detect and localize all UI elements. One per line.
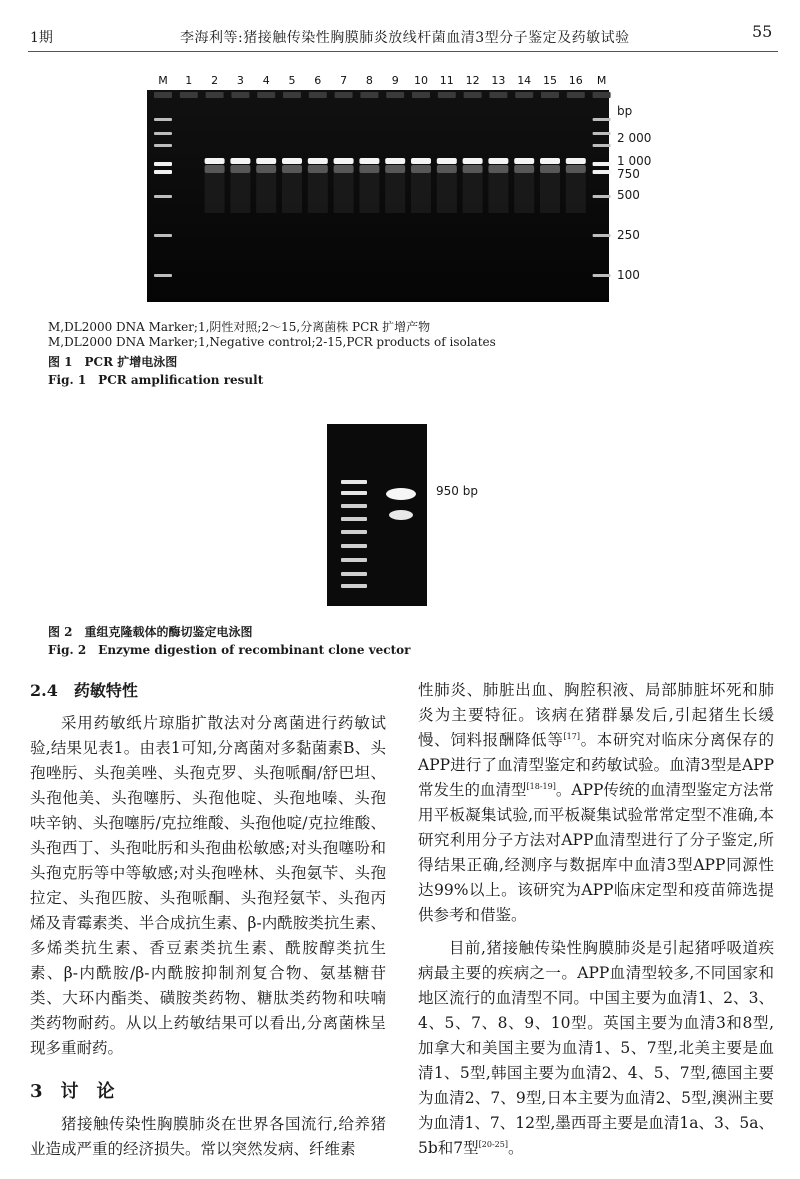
size-marker-750: 750 bbox=[617, 167, 640, 181]
lane-label-2: 2 bbox=[211, 74, 219, 87]
running-title: 李海利等:猪接触传染性胸膜肺炎放线杆菌血清3型分子鉴定及药敏试验 bbox=[180, 30, 630, 46]
well-8 bbox=[360, 92, 378, 98]
sample-smear-9 bbox=[385, 173, 405, 213]
sample-smear-13 bbox=[488, 173, 508, 213]
lane-label-14: 14 bbox=[517, 74, 532, 87]
para1-text-c: 。APP传统的血清型鉴定方法常用平板凝集试验,而平板凝集试验常常定型不准确,本研究利用分子方法对APP血清型进行了分子鉴定,所得结果正确,经测序与数据库中血清3型APP同源性达99%以上。该研究为APP临床定型和疫苗筛选提供参考和借鉴。 bbox=[418, 781, 774, 924]
figure2-title-en: Fig. 2 Enzyme digestion of recombinant clone vector bbox=[48, 643, 411, 657]
para1-text-a: 性肺炎、肺脏出血、胸腔积液、局部肺脏坏死和肺炎为主要特征。该病在猪群暴发后,引起猪生长缓慢、饲料报酬降低等 bbox=[418, 681, 774, 749]
ladder-band-0-7 bbox=[154, 274, 172, 277]
sample-smear-15 bbox=[540, 173, 560, 213]
size-marker-250: 250 bbox=[617, 228, 640, 242]
running-header bbox=[0, 0, 800, 52]
sample-band-main-11 bbox=[437, 158, 457, 164]
sample-band-main-16 bbox=[566, 158, 586, 164]
sample-smear-7 bbox=[334, 173, 354, 213]
size-marker-500: 500 bbox=[617, 188, 640, 202]
sample-band-smear-4 bbox=[256, 165, 276, 173]
well-2 bbox=[206, 92, 224, 98]
lane-label-8: 8 bbox=[365, 74, 373, 87]
sample-band-smear-2 bbox=[205, 165, 225, 173]
section-3-heading: 3 讨 论 bbox=[30, 1081, 115, 1102]
gel2-ladder-band-0 bbox=[341, 480, 367, 484]
section-2-4-heading: 2.4 药敏特性 bbox=[30, 681, 138, 700]
section-3-paragraph: 猪接触传染性胸膜肺炎在世界各国流行,给养猪业造成严重的经济损失。常以突然发病、纤维素 bbox=[30, 1115, 386, 1158]
well-3 bbox=[231, 92, 249, 98]
figure1-note-en: M,DL2000 DNA Marker;1,Negative control;2-15,PCR products of isolates bbox=[48, 335, 496, 349]
ladder-band-0-5 bbox=[154, 195, 172, 198]
lane-label-5: 5 bbox=[288, 74, 296, 87]
gel2-ladder-band-3 bbox=[341, 517, 367, 521]
sample-band-main-14 bbox=[514, 158, 534, 164]
sample-band-main-10 bbox=[411, 158, 431, 164]
size-marker-2000: 2 000 bbox=[617, 131, 652, 145]
lane-label-0: M bbox=[158, 74, 168, 87]
sample-band-main-3 bbox=[230, 158, 250, 164]
sample-band-main-7 bbox=[334, 158, 354, 164]
well-6 bbox=[309, 92, 327, 98]
reference-17: [17] bbox=[563, 731, 580, 741]
gel2-ladder-band-5 bbox=[341, 544, 367, 548]
lane-label-1: 1 bbox=[185, 74, 193, 87]
discussion-paragraph-2 bbox=[418, 936, 774, 1161]
gel2-ladder-band-6 bbox=[341, 558, 367, 562]
sample-band-main-13 bbox=[488, 158, 508, 164]
lane-label-13: 13 bbox=[491, 74, 506, 87]
size-marker-1000: 1 000 bbox=[617, 154, 652, 168]
ladder-band-0-0 bbox=[154, 118, 172, 121]
sample-band-smear-14 bbox=[514, 165, 534, 173]
ladder-band-0-2 bbox=[154, 144, 172, 147]
sample-band-main-5 bbox=[282, 158, 302, 164]
gel2-ladder-band-8 bbox=[341, 584, 367, 588]
gel2-ladder-band-2 bbox=[341, 504, 367, 508]
well-9 bbox=[386, 92, 404, 98]
well-15 bbox=[541, 92, 559, 98]
lane-label-12: 12 bbox=[465, 74, 480, 87]
well-13 bbox=[489, 92, 507, 98]
sample-band-smear-10 bbox=[411, 165, 431, 173]
figure1-gel-image bbox=[147, 70, 615, 303]
sample-smear-12 bbox=[463, 173, 483, 213]
sample-band-main-8 bbox=[359, 158, 379, 164]
sample-band-main-15 bbox=[540, 158, 560, 164]
sample-band-main-2 bbox=[205, 158, 225, 164]
sample-band-smear-6 bbox=[308, 165, 328, 173]
well-12 bbox=[464, 92, 482, 98]
lane-label-16: 16 bbox=[568, 74, 583, 87]
section-2-4-paragraph: 采用药敏纸片琼脂扩散法对分离菌进行药敏试验,结果见表1。由表1可知,分离菌对多黏菌素B、头孢唑肟、头孢美唑、头孢克罗、头孢哌酮/舒巴坦、头孢他美、头孢噻肟、头孢他啶、头孢地嗪、头孢呋辛钠、头孢噻肟/克拉维酸、头孢他啶/克拉维酸、头孢西丁、头孢吡肟和头孢曲松敏感;对头孢噻吩和头孢克肟等中等敏感;对头孢唑林、头孢氨苄、头孢拉定、头孢匹胺、头孢哌酮、头孢羟氨苄、头孢丙烯及青霉素类、半合成抗生素、β-内酰胺类抗生素、多烯类抗生素、香豆素类抗生素、酰胺醇类抗生素、β-内酰胺/β-内酰胺抑制剂复合物、氨基糖苷类、大环内酯类、磺胺类药物、糖肽类药物和呋喃类药物耐药。从以上药敏结果可以看出,分离菌株呈现多重耐药。 bbox=[30, 714, 386, 1057]
lane-label-17: M bbox=[596, 74, 607, 87]
sample-band-smear-9 bbox=[385, 165, 405, 173]
sample-smear-8 bbox=[359, 173, 379, 213]
gel2-ladder-band-4 bbox=[341, 530, 367, 534]
right-column bbox=[418, 678, 774, 1161]
lane-label-7: 7 bbox=[340, 74, 348, 87]
page-number: 55 bbox=[752, 22, 773, 41]
size-marker-100: 100 bbox=[617, 268, 640, 282]
ladder-band-0-4 bbox=[154, 170, 172, 174]
ladder-band-1-7 bbox=[593, 274, 611, 277]
sample-band-smear-12 bbox=[463, 165, 483, 173]
sample-band-smear-8 bbox=[359, 165, 379, 173]
gel2-ladder-band-7 bbox=[341, 572, 367, 576]
discussion-paragraph-1 bbox=[418, 678, 774, 928]
figure1-title-zh: 图 1 PCR 扩增电泳图 bbox=[48, 355, 178, 369]
sample-band-main-9 bbox=[385, 158, 405, 164]
sample-band-smear-11 bbox=[437, 165, 457, 173]
figure2-title-zh: 图 2 重组克隆载体的酶切鉴定电泳图 bbox=[48, 625, 253, 639]
size-unit-label: bp bbox=[617, 104, 633, 118]
para2-text-b: 。 bbox=[507, 1139, 524, 1157]
sample-smear-10 bbox=[411, 173, 431, 213]
sample-smear-2 bbox=[205, 173, 225, 213]
gel2-band-950bp bbox=[386, 488, 416, 500]
ladder-band-1-6 bbox=[593, 234, 611, 237]
sample-smear-16 bbox=[566, 173, 586, 213]
figure2-band-label: 950 bp bbox=[436, 484, 478, 498]
ladder-band-1-4 bbox=[593, 170, 611, 174]
figure1-note-zh: M,DL2000 DNA Marker;1,阴性对照;2～15,分离菌株 PCR 扩增产物 bbox=[48, 320, 431, 334]
well-0 bbox=[154, 92, 172, 98]
sample-band-smear-16 bbox=[566, 165, 586, 173]
sample-band-main-6 bbox=[308, 158, 328, 164]
lane-label-3: 3 bbox=[236, 74, 244, 87]
ladder-band-0-3 bbox=[154, 162, 172, 166]
ladder-band-1-5 bbox=[593, 195, 611, 198]
sample-band-smear-3 bbox=[230, 165, 250, 173]
sample-band-smear-15 bbox=[540, 165, 560, 173]
sample-smear-4 bbox=[256, 173, 276, 213]
sample-smear-11 bbox=[437, 173, 457, 213]
well-16 bbox=[567, 92, 585, 98]
well-7 bbox=[335, 92, 353, 98]
gel2-band-vector bbox=[389, 510, 413, 520]
sample-smear-3 bbox=[230, 173, 250, 213]
para1-text-b: 。本研究对临床分离保存的APP进行了血清型鉴定和药敏试验。血清3型是APP常发生的血清型 bbox=[418, 731, 774, 799]
header-rule bbox=[28, 51, 778, 52]
well-1 bbox=[180, 92, 198, 98]
well-17 bbox=[593, 92, 611, 98]
sample-smear-6 bbox=[308, 173, 328, 213]
ladder-band-0-1 bbox=[154, 132, 172, 135]
sample-band-smear-13 bbox=[488, 165, 508, 173]
ladder-band-0-6 bbox=[154, 234, 172, 237]
lane-label-11: 11 bbox=[439, 74, 454, 87]
well-11 bbox=[438, 92, 456, 98]
lane-label-6: 6 bbox=[314, 74, 322, 87]
gel1-sample-bands bbox=[205, 158, 586, 213]
sample-band-main-12 bbox=[463, 158, 483, 164]
ladder-band-1-2 bbox=[593, 144, 611, 147]
lane-label-4: 4 bbox=[262, 74, 270, 87]
figure2-gel-image bbox=[327, 424, 427, 606]
issue-number: 1期 bbox=[30, 30, 53, 46]
reference-18-19: [18-19] bbox=[526, 781, 556, 791]
ladder-band-1-1 bbox=[593, 132, 611, 135]
well-14 bbox=[515, 92, 533, 98]
well-4 bbox=[257, 92, 275, 98]
para2-text-a: 目前,猪接触传染性胸膜肺炎是引起猪呼吸道疾病最主要的疾病之一。APP血清型较多,不同国家和地区流行的血清型不同。中国主要为血清1、2、3、4、5、7、8、9、10型。英国主要为血清3和8型,加拿大和美国主要为血清1、5、7型,北美主要是血清1、5型,韩国主要为血清2、4、5、7型,德国主要为血清2、7、9型,日本主要为血清2、5型,澳洲主要为血清1、7、12型,墨西哥主要是血清1a、3、5a、5b和7型 bbox=[418, 939, 774, 1157]
lane-label-15: 15 bbox=[543, 74, 557, 87]
sample-smear-5 bbox=[282, 173, 302, 213]
sample-band-main-4 bbox=[256, 158, 276, 164]
sample-band-smear-7 bbox=[334, 165, 354, 173]
lane-label-9: 9 bbox=[391, 74, 399, 87]
left-column bbox=[30, 678, 386, 1162]
well-10 bbox=[412, 92, 430, 98]
gel2-ladder-band-1 bbox=[341, 491, 367, 495]
lane-label-10: 10 bbox=[414, 74, 428, 87]
sample-band-smear-5 bbox=[282, 165, 302, 173]
reference-20-25: [20-25] bbox=[478, 1139, 508, 1149]
ladder-band-1-3 bbox=[593, 162, 611, 166]
figure1-size-markers bbox=[617, 104, 667, 294]
figure1-title-en: Fig. 1 PCR amplification result bbox=[48, 373, 264, 387]
well-5 bbox=[283, 92, 301, 98]
sample-smear-14 bbox=[514, 173, 534, 213]
ladder-band-1-0 bbox=[593, 118, 611, 121]
